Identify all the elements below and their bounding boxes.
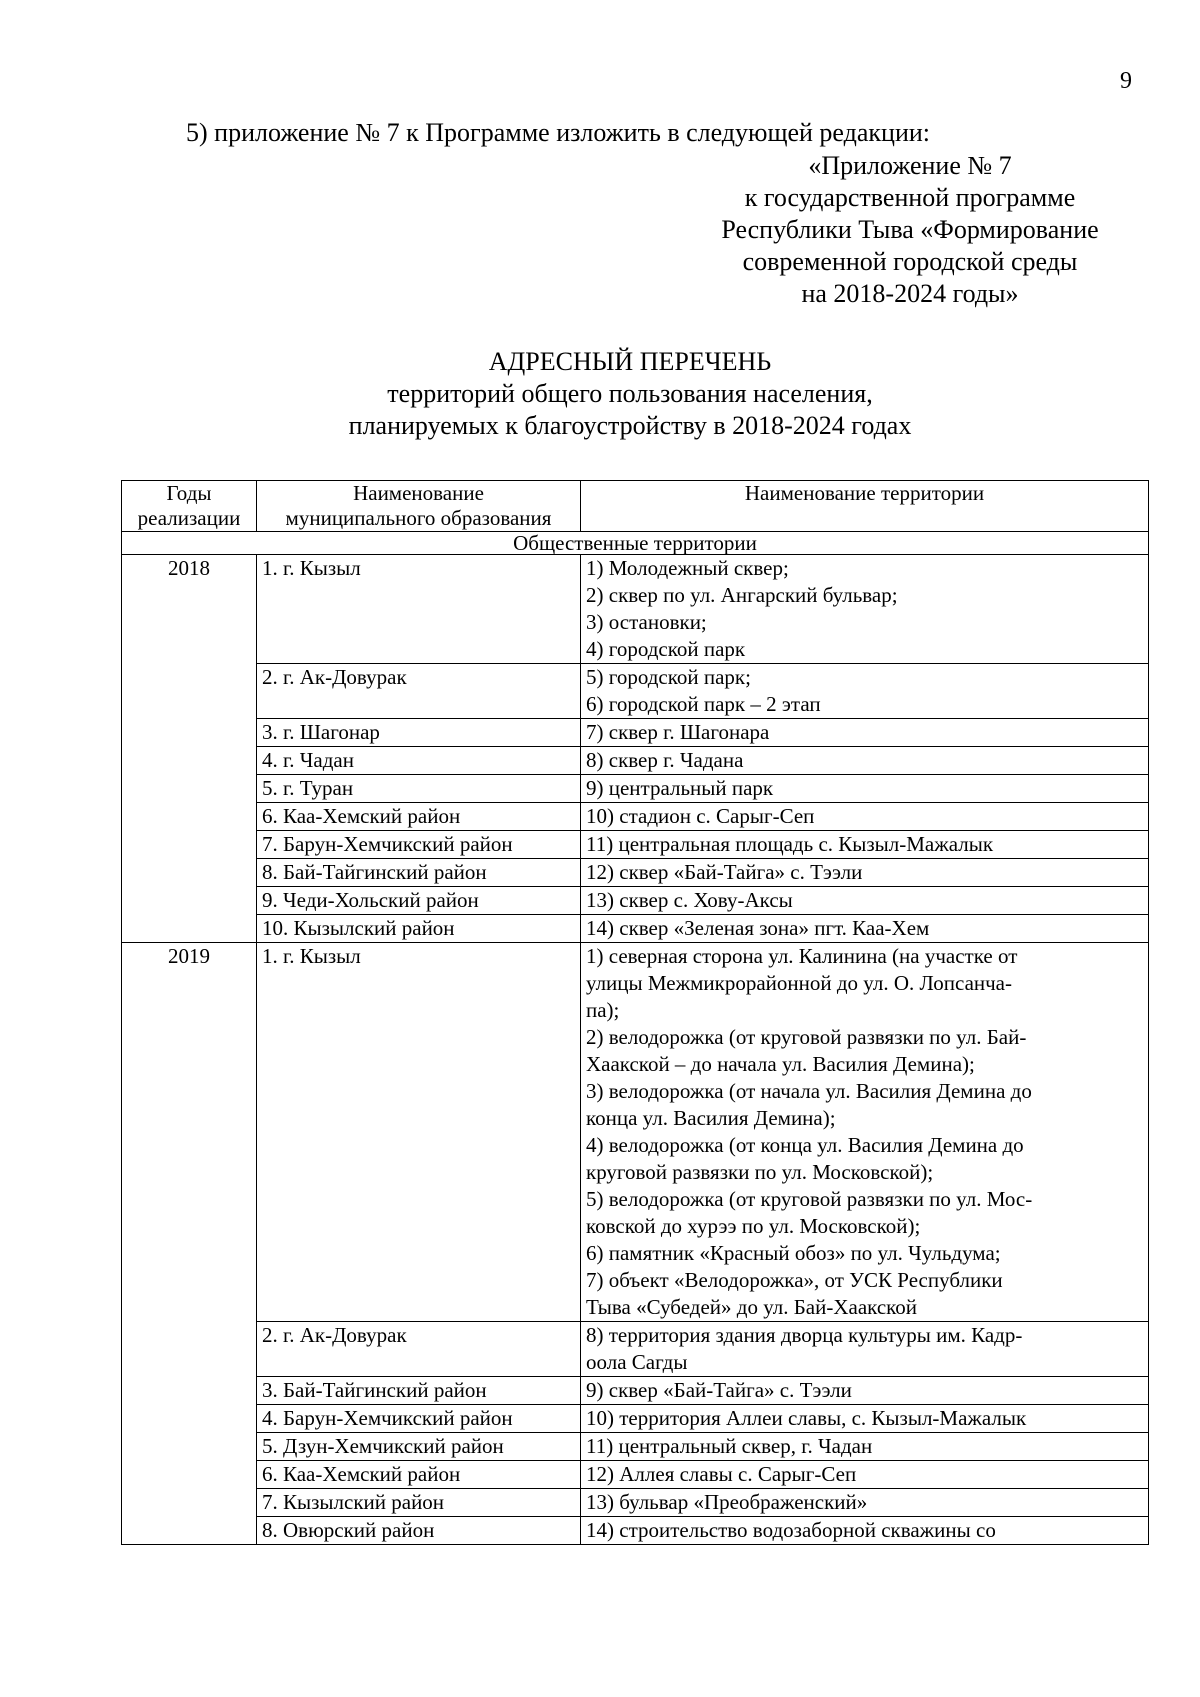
territory-cell — [581, 555, 1149, 664]
territory-cell — [581, 1461, 1149, 1489]
territory-cell — [581, 803, 1149, 831]
territory-line: 10) территория Аллеи славы, с. Кызыл-Мажалык — [586, 1406, 1027, 1430]
territory-line: 1) северная сторона ул. Калинина (на участке от — [586, 944, 1018, 968]
title-main: АДРЕСНЫЙ ПЕРЕЧЕНЬ — [488, 347, 772, 376]
appendix-header — [650, 150, 1170, 310]
page-number: 9 — [1120, 68, 1132, 94]
municipality-cell: 9. Чеди-Хольский район — [257, 887, 581, 915]
territory-cell — [581, 1322, 1149, 1377]
territory-line: 7) сквер г. Шагонара — [586, 720, 770, 744]
municipality-cell: 5. г. Туран — [257, 775, 581, 803]
table-row — [122, 1489, 1149, 1517]
territory-line: па); — [586, 998, 620, 1022]
territory-cell — [581, 1489, 1149, 1517]
header-line: Наименование территории — [744, 481, 985, 505]
municipality-cell: 3. Бай-Тайгинский район — [257, 1377, 581, 1405]
table-row — [122, 719, 1149, 747]
table-row — [122, 915, 1149, 943]
territory-line: 9) центральный парк — [586, 776, 774, 800]
territory-line: круговой развязки по ул. Московской); — [586, 1160, 934, 1184]
territory-cell — [581, 664, 1149, 719]
territory-cell — [581, 887, 1149, 915]
territory-line: 10) стадион с. Сарыг-Сеп — [586, 804, 815, 828]
header-year — [122, 481, 257, 532]
address-registry-table — [121, 480, 1149, 1545]
municipality-cell: 5. Дзун-Хемчикский район — [257, 1433, 581, 1461]
territory-cell — [581, 831, 1149, 859]
header-line: Наименование — [353, 481, 484, 505]
header-line: реализации — [137, 506, 241, 530]
header-line: муниципального образования — [285, 506, 552, 530]
territory-line: ковской до хурээ по ул. Московской); — [586, 1214, 921, 1238]
section-label: Общественные территории — [122, 532, 1149, 555]
intro-text: 5) приложение № 7 к Программе изложить в следующей редакции: — [186, 118, 930, 147]
territory-line: 6) городской парк – 2 этап — [586, 692, 821, 716]
territory-line: 7) объект «Велодорожка», от УСК Республики — [586, 1268, 1003, 1292]
territory-line: 12) сквер «Бай-Тайга» с. Тээли — [586, 860, 863, 884]
territory-line: 13) сквер с. Хову-Аксы — [586, 888, 793, 912]
table-row — [122, 1433, 1149, 1461]
document-title — [0, 346, 1200, 442]
table-header-row — [122, 481, 1149, 532]
table-row — [122, 1377, 1149, 1405]
territory-cell — [581, 1405, 1149, 1433]
municipality-cell: 7. Барун-Хемчикский район — [257, 831, 581, 859]
territory-line: 14) строительство водозаборной скважины со — [586, 1518, 996, 1542]
territory-cell — [581, 1433, 1149, 1461]
table-row — [122, 887, 1149, 915]
territory-cell — [581, 1377, 1149, 1405]
municipality-cell: 7. Кызылский район — [257, 1489, 581, 1517]
territory-cell — [581, 859, 1149, 887]
territory-line: 4) велодорожка (от конца ул. Василия Демина до — [586, 1133, 1024, 1157]
territory-cell — [581, 915, 1149, 943]
table-row — [122, 747, 1149, 775]
table-row — [122, 664, 1149, 719]
header-municipality — [257, 481, 581, 532]
header-line: Годы — [166, 481, 212, 505]
table-row — [122, 859, 1149, 887]
territory-line: 9) сквер «Бай-Тайга» с. Тээли — [586, 1378, 852, 1402]
territory-line: 13) бульвар «Преображенский» — [586, 1490, 868, 1514]
territory-cell — [581, 747, 1149, 775]
territory-line: 2) велодорожка (от круговой развязки по ул. Бай- — [586, 1025, 1027, 1049]
table-row — [122, 1322, 1149, 1377]
territory-line: 8) территория здания дворца культуры им. Кадр- — [586, 1323, 1023, 1347]
territory-cell — [581, 719, 1149, 747]
territory-line: 2) сквер по ул. Ангарский бульвар; — [586, 583, 898, 607]
municipality-cell: 2. г. Ак-Довурак — [257, 664, 581, 719]
territory-cell — [581, 775, 1149, 803]
table-row — [122, 831, 1149, 859]
municipality-cell: 3. г. Шагонар — [257, 719, 581, 747]
appendix-header-line: на 2018-2024 годы» — [801, 279, 1019, 308]
territory-line: 12) Аллея славы с. Сарыг-Сеп — [586, 1462, 857, 1486]
table-row — [122, 1461, 1149, 1489]
table-row — [122, 803, 1149, 831]
territory-line: 11) центральная площадь с. Кызыл-Мажалык — [586, 832, 994, 856]
territory-line: 11) центральный сквер, г. Чадан — [586, 1434, 873, 1458]
territory-line: Хаакской – до начала ул. Василия Демина); — [586, 1052, 975, 1076]
appendix-header-line: к государственной программе — [744, 183, 1076, 212]
territory-line: 3) велодорожка (от начала ул. Василия Демина до — [586, 1079, 1032, 1103]
appendix-header-line: «Приложение № 7 — [808, 151, 1012, 180]
municipality-cell: 10. Кызылский район — [257, 915, 581, 943]
territory-cell — [581, 943, 1149, 1322]
appendix-header-line: Республики Тыва «Формирование — [721, 215, 1099, 244]
territory-line: конца ул. Василия Демина); — [586, 1106, 836, 1130]
municipality-cell: 6. Каа-Хемский район — [257, 803, 581, 831]
municipality-cell: 1. г. Кызыл — [257, 555, 581, 664]
municipality-cell: 6. Каа-Хемский район — [257, 1461, 581, 1489]
table-row — [122, 1517, 1149, 1545]
territory-line: оола Сагды — [586, 1350, 688, 1374]
year-cell: 2019 — [122, 943, 257, 1545]
territory-line: 1) Молодежный сквер; — [586, 556, 789, 580]
table-row — [122, 555, 1149, 664]
territory-line: 4) городской парк — [586, 637, 746, 661]
territory-line: 5) велодорожка (от круговой развязки по ул. Мос- — [586, 1187, 1033, 1211]
header-territory — [581, 481, 1149, 532]
territory-cell — [581, 1517, 1149, 1545]
municipality-cell: 4. г. Чадан — [257, 747, 581, 775]
municipality-cell: 8. Овюрский район — [257, 1517, 581, 1545]
territory-line: 3) остановки; — [586, 610, 707, 634]
year-cell: 2018 — [122, 555, 257, 943]
section-row — [122, 532, 1149, 555]
table-row — [122, 775, 1149, 803]
title-subtitle: территорий общего пользования населения, — [387, 379, 873, 408]
municipality-cell: 1. г. Кызыл — [257, 943, 581, 1322]
territory-line: Тыва «Субедей» до ул. Бай-Хаакской — [586, 1295, 918, 1319]
municipality-cell: 2. г. Ак-Довурак — [257, 1322, 581, 1377]
table-row — [122, 943, 1149, 1322]
appendix-header-line: современной городской среды — [742, 247, 1078, 276]
territory-line: 14) сквер «Зеленая зона» пгт. Каа-Хем — [586, 916, 930, 940]
title-subtitle: планируемых к благоустройству в 2018-2024 годах — [348, 411, 912, 440]
municipality-cell: 4. Барун-Хемчикский район — [257, 1405, 581, 1433]
table-row — [122, 1405, 1149, 1433]
territory-line: 5) городской парк; — [586, 665, 751, 689]
territory-line: 8) сквер г. Чадана — [586, 748, 744, 772]
territory-line: улицы Межмикрорайонной до ул. О. Лопсанча- — [586, 971, 1012, 995]
municipality-cell: 8. Бай-Тайгинский район — [257, 859, 581, 887]
territory-line: 6) памятник «Красный обоз» по ул. Чульдума; — [586, 1241, 1001, 1265]
